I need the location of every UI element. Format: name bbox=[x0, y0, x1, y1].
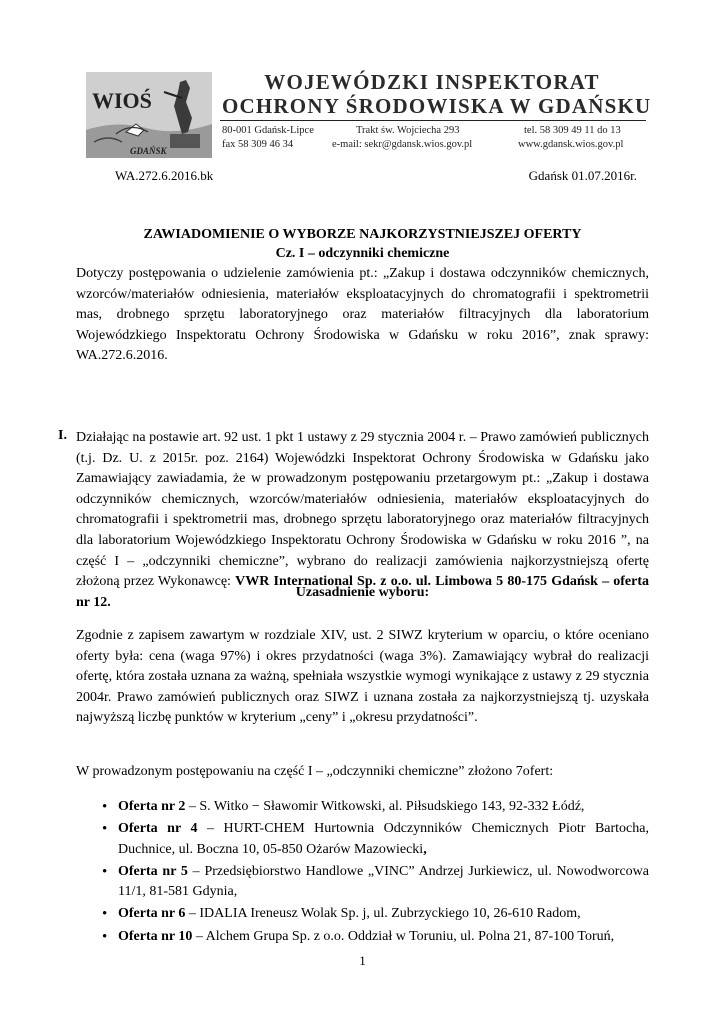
intro-paragraph: Dotyczy postępowania o udzielenie zamówienia pt.: „Zakup i dostawa odczynników chemicznych, wzorców/materiałów odniesienia, materiałów eksploatacyjnych do chromatografii i spektrometrii mas, drobnego sprzętu laboratoryjnego oraz materiałów filtracyjnych dla laboratorium Wojewódzkiego Inspektoratu Ochrony Środowiska w Gdańsku w roku 2016”, znak sprawy: WA.272.6.2016. bbox=[76, 266, 649, 364]
document-subtitle: Cz. I – odczynniki chemiczne bbox=[275, 246, 450, 261]
website-link[interactable]: www.gdansk.wios.gov.pl bbox=[518, 139, 624, 150]
letterhead bbox=[86, 70, 652, 165]
list-item bbox=[76, 819, 649, 860]
list-item bbox=[76, 904, 649, 925]
offer-label: Oferta nr 4 bbox=[118, 821, 198, 837]
offer-label: Oferta nr 6 bbox=[118, 906, 186, 922]
offer-suffix: , bbox=[423, 841, 427, 857]
offer-details: – Alchem Grupa Sp. z o.o. Oddział w Toruniu, ul. Polna 21, 87-100 Toruń, bbox=[192, 928, 615, 944]
offer-label: Oferta nr 10 bbox=[118, 928, 193, 944]
wios-logo bbox=[86, 72, 212, 158]
winning-contractor: VWR International Sp. z o.o. ul. Limbowa 5 80-175 Gdańsk – oferta nr 12. bbox=[76, 574, 649, 610]
street-address: Trakt św. Wojciecha 293 bbox=[356, 125, 460, 136]
offers-list bbox=[76, 797, 649, 949]
postal-address: 80-001 Gdańsk-Lipce bbox=[222, 125, 314, 136]
list-item bbox=[76, 927, 649, 948]
institution-title-line2: OCHRONY ŚRODOWISKA W GDAŃSKU bbox=[222, 94, 652, 118]
offers-intro: W prowadzonym postępowaniu na część I – „odczynniki chemiczne” złożono 7ofert: bbox=[76, 764, 554, 779]
header-divider bbox=[220, 120, 646, 121]
page-number: 1 bbox=[359, 953, 366, 968]
logo-text: WIOŚ bbox=[92, 88, 152, 113]
offer-label: Oferta nr 2 bbox=[118, 799, 186, 814]
section-numeral: I. bbox=[58, 428, 67, 443]
email-link[interactable]: e-mail: sekr@gdansk.wios.gov.pl bbox=[332, 139, 473, 150]
document-title-line1: ZAWIADOMIENIE O WYBORZE NAJKORZYSTNIEJSZEJ OFERTY bbox=[143, 227, 582, 242]
offer-details: – IDALIA Ireneusz Wolak Sp. j, ul. Zubrzyckiego 10, 26-610 Radom, bbox=[185, 906, 581, 922]
fax-number: fax 58 309 46 34 bbox=[222, 139, 294, 150]
logo-city: GDAŃSK bbox=[130, 146, 167, 156]
institution-title-line1: WOJEWÓDZKI INSPEKTORAT bbox=[264, 70, 600, 94]
case-reference: WA.272.6.2016.bk bbox=[115, 168, 214, 183]
document-title bbox=[76, 225, 649, 263]
offer-label: Oferta nr 5 bbox=[118, 863, 188, 879]
phone-number: tel. 58 309 49 11 do 13 bbox=[524, 125, 621, 136]
offer-details: – S. Witko − Sławomir Witkowski, al. Piłsudskiego 143, 92-332 Łódź, bbox=[185, 799, 585, 814]
place-and-date: Gdańsk 01.07.2016r. bbox=[528, 168, 637, 183]
list-item bbox=[76, 797, 649, 818]
offer-details: – HURT-CHEM Hurtownia Odczynników Chemicznych Piotr Bartocha, Duchnice, ul. Boczna 10, 05-850 Ożarów Mazowiecki bbox=[118, 821, 649, 857]
section-1-text: Działając na postawie art. 92 ust. 1 pkt 1 ustawy z 29 stycznia 2004 r. – Prawo zamówień publicznych (t.j. Dz. U. z 2015r. poz. 2164) Wojewódzki Inspektorat Ochrony Środowiska w Gdańsku jako Zamawiający zawiadamia, że w prowadzonym postępowaniu przetargowym pt.: „Zakup i dostawa odczynników chemicznych, wzorców/materiałów odniesienia, materiałów eksploatacyjnych do chromatografii i spektrometrii mas, drobnego sprzętu laboratoryjnego oraz materiałów filtracyjnych dla laboratorium Wojewódzkiego Inspektoratu Ochrony Środowiska w Gdańsku w roku 2016 ”, na część I – „odczynniki chemiczne”, wybrano do realizacji zamówienia najkorzystniejszą ofertę złożoną przez Wykonawcę: bbox=[76, 430, 649, 590]
justification-paragraph: Zgodnie z zapisem zawartym w rozdziale XIV, ust. 2 SIWZ kryterium w oparciu, o które oceniano oferty była: cena (waga 97%) i okres przydatności (waga 3%). Zamawiający wybrał do realizacji ofertę, która została uznana za ważną, spełniała wszystkie wymogi wynikające z ustawy z 29 stycznia 2004r. Prawo zamówień publicznych oraz SIWZ i uznana została za najkorzystniejszą tj. uzyskała najwyższą liczbę punktów w kryterium „ceny” i „okresu przydatności”. bbox=[76, 628, 649, 726]
list-item bbox=[76, 862, 649, 903]
offer-details: – Przedsiębiorstwo Handlowe „VINC” Andrzej Jurkiewicz, ul. Nowodworcowa 11/1, 81-581 Gdynia, bbox=[118, 863, 650, 900]
justification-heading: Uzasadnienie wyboru: bbox=[295, 585, 430, 600]
